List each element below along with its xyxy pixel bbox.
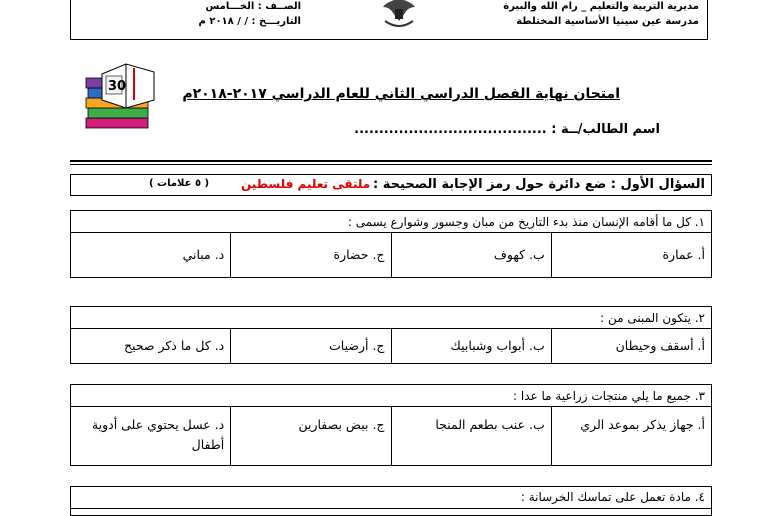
- section-marks: ( ٥ علامات ): [149, 178, 210, 189]
- header-box: [70, 0, 708, 40]
- question-text: ١. كل ما أقامه الإنسان منذ بدء التاريخ من مبان وجسور وشوارع يسمى :: [71, 211, 711, 233]
- option-b[interactable]: ب. أبواب وشبابيك: [391, 329, 551, 363]
- question-3: [70, 384, 712, 466]
- question-text: ٤. مادة تعمل على تماسك الخرسانة :: [71, 487, 711, 509]
- divider-thin: [70, 164, 712, 165]
- options-row: [71, 233, 711, 277]
- question-4: [70, 486, 712, 516]
- divider-thick: [70, 160, 712, 162]
- option-d[interactable]: د. مباني: [182, 247, 225, 262]
- student-name-field[interactable]: اسم الطالب/ــة : .......................................: [354, 122, 660, 137]
- option-b[interactable]: ب. عنب بطعم المنجا: [391, 407, 551, 465]
- option-d[interactable]: د. كل ما ذكر صحيح: [123, 338, 225, 353]
- question-2: [70, 306, 712, 364]
- option-a[interactable]: أ. عمارة: [551, 233, 711, 277]
- brand-label: ملتقى تعليم فلسطين: [241, 177, 371, 191]
- option-b[interactable]: ب. كهوف: [391, 233, 551, 277]
- option-d[interactable]: د. عسل يحتوي على أدوية أطفال: [91, 417, 225, 452]
- section-title: السؤال الأول : ضع دائرة حول رمز الإجابة الصحيحة :: [373, 177, 705, 192]
- option-a[interactable]: أ. أسقف وحيطان: [551, 329, 711, 363]
- school-info: [503, 0, 699, 29]
- directorate-line: مديرية التربية والتعليم _ رام الله والبيرة: [503, 1, 699, 12]
- section-header: [70, 174, 712, 196]
- palestine-emblem-icon: [377, 0, 421, 31]
- option-c[interactable]: ج. بيض بصفارين: [230, 407, 390, 465]
- class-line: الصــف : الخـــامس: [205, 1, 301, 12]
- book-number: 30: [108, 79, 127, 94]
- question-text: ٣. جميع ما يلي منتجات زراعية ما عدا :: [71, 385, 711, 407]
- class-info: [131, 0, 301, 29]
- question-1: [70, 210, 712, 278]
- options-row: [71, 407, 711, 465]
- options-row: [71, 329, 711, 363]
- option-c[interactable]: ج. أرضيات: [230, 329, 390, 363]
- book-icon: [82, 60, 160, 134]
- option-c[interactable]: ج. حضارة: [230, 233, 390, 277]
- option-a[interactable]: أ. جهاز يذكر بموعد الري: [551, 407, 711, 465]
- date-line: التاريـــخ : / / ٢٠١٨ م: [198, 16, 301, 27]
- school-line: مدرسة عين سينيا الأساسية المختلطة: [516, 16, 699, 27]
- question-text: ٢. يتكون المبنى من :: [71, 307, 711, 329]
- exam-title: امتحان نهاية الفصل الدراسي الثاني للعام الدراسي ٢٠١٧-٢٠١٨م: [182, 86, 620, 102]
